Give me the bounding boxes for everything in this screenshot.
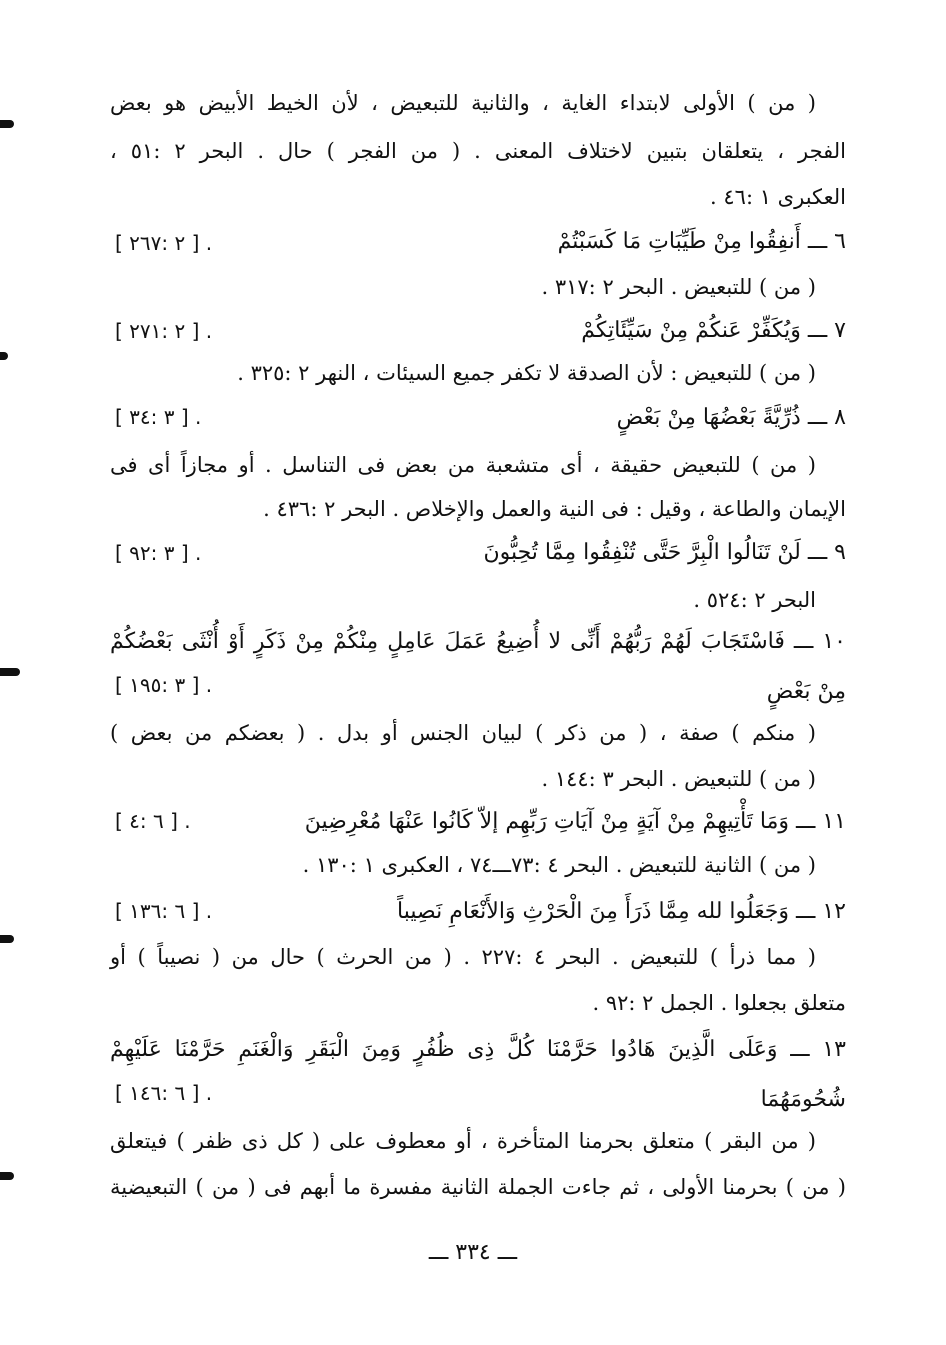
margin-mark [0, 935, 14, 943]
verse-line: ٧ ـــ وَيُكَفِّرْ عَنكُمْ مِنْ سَيِّئَاتِكُمْ [581, 318, 846, 343]
verse-reference: [ ٢ :٢٦٧ ] . [115, 231, 213, 255]
text-line: ( من البقر ) متعلق بحرمنا المتأخرة ، أو معطوف على ( كل ذى ظفر ) فيتعلق [110, 1129, 816, 1153]
text-line: ( مما ذرأ ) للتبعيض . البحر ٤ :٢٢٧ . ( من الحرث ) حال من ( نصيباً ) أو [110, 945, 816, 969]
text-line: ( من ) للتبعيض : لأن الصدقة لا تكفر جميع السيئات ، النهر ٢ :٣٢٥ . [237, 361, 816, 385]
verse-line: ٦ ـــ أَنفِقُوا مِنْ طَيِّبَاتِ مَا كَسَبْتُمْ [557, 229, 846, 254]
text-line: ( من ) الأولى لابتداء الغاية ، والثانية للتبعيض ، لأن الخيط الأبيض هو بعض [110, 91, 816, 115]
verse-reference: [ ٦ :٤ ] . [115, 809, 191, 833]
text-line: ( من ) للتبعيض . البحر ٣ :١٤٤ . [541, 767, 816, 791]
text-line: العكبرى ١ :٤٦ . [710, 185, 846, 209]
text-line: متعلق بجعلوا . الجمل ٢ :٩٢ . [592, 991, 846, 1015]
text-line: ( من ) الثانية للتبعيض . البحر ٤ :٧٣ـــ٧٤ ، العكبرى ١ :١٣٠ . [302, 853, 816, 877]
verse-line: ١٠ ـــ فَاسْتَجَابَ لَهُمْ رَبُّهُمْ أَنِّى لا أُضِيعُ عَمَلَ عَامِلٍ مِنْكُمْ مِنْ ذَكَرٍ أَوْ أُنْثَى بَعْضُكُمْ [110, 629, 846, 654]
margin-mark [0, 352, 8, 360]
verse-reference: [ ٦ :١٣٦ ] . [115, 899, 213, 923]
verse-line: مِنْ بَعْضٍ [766, 679, 846, 704]
verse-reference: [ ٣ :٣٤ ] . [115, 405, 202, 429]
verse-line: ١٣ ـــ وَعَلَى الَّذِينَ هَادُوا حَرَّمْنَا كُلَّ ذِى ظُفُرٍ وَمِنَ الْبَقَرِ وَالْغَنَمِ حَرَّمْنَا عَلَيْهِمْ [110, 1037, 846, 1062]
page-number: ـــ ٣٣٤ ـــ [428, 1240, 518, 1265]
verse-line: شُحُومَهُمَا [760, 1087, 846, 1112]
verse-reference: [ ٦ :١٤٦ ] . [115, 1081, 213, 1105]
verse-line: ١١ ـــ وَمَا تَأْتِيهِمْ مِنْ آيَةٍ مِنْ آيَاتِ رَبِّهِم إلاّ كَانُوا عَنْهَا مُعْرِضِينَ [304, 809, 846, 834]
text-line: البحر ٢ :٥٢٤ . [693, 588, 816, 612]
text-line: ( من ) بحرمنا الأولى ، ثم جاءت الجملة الثانية مفسرة ما أبهم فى ( من ) التبعيضية [110, 1175, 846, 1199]
verse-reference: [ ٢ :٢٧١ ] . [115, 319, 213, 343]
text-line: الفجر ، يتعلقان بتبين لاختلاف المعنى . ( من الفجر ) حال . البحر ٢ :٥١ ، [110, 139, 846, 163]
text-line: ( منكم ) صفة ، ( من ذكر ) لبيان الجنس أو بدل . ( بعضكم من بعض ) [110, 721, 816, 745]
verse-line: ١٢ ـــ وَجَعَلُوا لله مِمَّا ذَرَأَ مِنَ الْحَرْثِ وَالأَنْعَامِ نَصِيباً [397, 899, 846, 924]
margin-mark [0, 120, 14, 128]
verse-reference: [ ٣ :١٩٥ ] . [115, 673, 213, 697]
text-line: الإيمان والطاعة ، وقيل : فى النية والعمل والإخلاص . البحر ٢ :٤٣٦ . [263, 497, 846, 521]
verse-reference: [ ٣ :٩٢ ] . [115, 541, 202, 565]
verse-line: ٩ ـــ لَنْ تَنَالُوا الْبِرَّ حَتَّى تُنْفِقُوا مِمَّا تُحِبُّونَ [483, 540, 846, 565]
text-line: ( من ) للتبعيض . البحر ٢ :٣١٧ . [541, 275, 816, 299]
verse-line: ٨ ـــ ذُرِّيَّةً بَعْضُهَا مِنْ بَعْضٍ [616, 405, 846, 430]
margin-mark [0, 1172, 14, 1180]
text-line: ( من ) للتبعيض حقيقة ، أى متشعبة من بعض فى التناسل . أو مجازاً أى فى [110, 453, 816, 477]
margin-mark [0, 668, 20, 676]
